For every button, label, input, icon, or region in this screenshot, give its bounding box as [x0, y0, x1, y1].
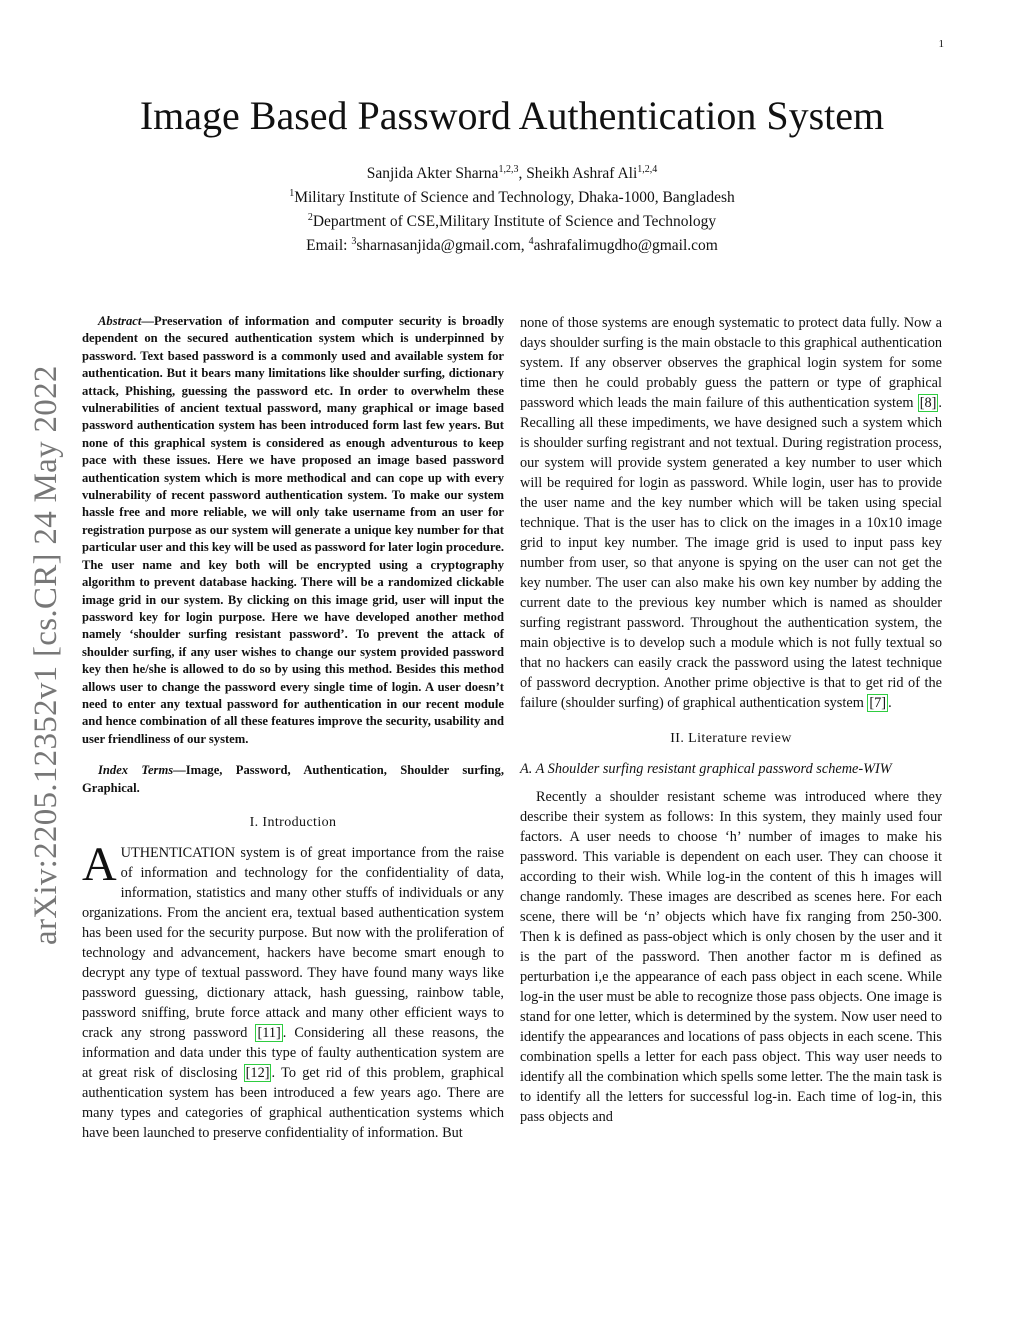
right-column: [520, 313, 942, 1127]
affiliation-1-mark: 1: [289, 188, 295, 200]
introduction-paragraph: [82, 837, 505, 1143]
literature-paragraph: Recently a shoulder resistant scheme was introduced where they describe their system as follows: In this system, they mainly used four factors. A user needs to choose ‘h’ number of images to make his password. This variable is dependent on each user. They can choose it according to their wish. While log-in the content of this h images will change randomly. These images are described as scenes here. For each scene, there will be ‘n’ objects which have fix ranging from 250-300. Then k is defined as pass-object which is only chosen by the user and it is the part of the password. Then another factor m is defined as perturbation i,e the appearance of each pass object in each scene. While log-in the user must be able to recognize those pass objects. One image is stand for one letter, which is determined by the system. Now user need to identify the appearances and locations of pass objects in each scene. This combination spells a letter for each pass object. This way user needs to identify all the combination which spells some letter. The the main task is to identify all the letters for successful log-in. Each time of log-in, this pass objects and: [520, 789, 942, 1125]
email-prefix: Email:: [306, 237, 352, 255]
affiliation-1-text: Military Institute of Science and Technology, Dhaka-1000, Bangladesh: [294, 189, 735, 207]
intro-text-3: . To get rid of this problem, graphical authentication system has been introduced a few years ago. There are many types and categories of graphical authentication systems which have been launched to preserve confidentiality of information. But: [82, 1064, 504, 1141]
arxiv-identifier: arXiv:2205.12352v1 [cs.CR] 24 May 2022: [28, 365, 64, 945]
abstract: [82, 313, 504, 748]
index-terms: [82, 762, 504, 797]
affiliation-2: [0, 208, 1024, 232]
email-line: [0, 232, 1024, 256]
abstract-label: Abstract: [98, 314, 142, 328]
author-block: [0, 160, 1024, 257]
index-terms-label: Index Terms: [98, 763, 174, 778]
author-separator: ,: [518, 165, 527, 183]
author-name-2: Sheikh Ashraf Ali: [526, 165, 638, 183]
intro-text-1: UTHENTICATION system is of great importance from the raise of information and technology for the confidentiality of data, information, statistics and many other stuffs of individuals or any organizations. From the ancient era, textual based authentication system has been used for the security purpose. But now with the proliferation of technology and advancement, hackers have become smart enough to decrypt any type of textual password. They have found many ways like password guessing, dictionary attack, hash guessing, rainbow table, password sniffing, brute force attack and many other efficient ways to crack any strong password: [82, 844, 504, 1041]
citation-link-12[interactable]: [12]: [245, 1064, 270, 1081]
intro-continuation-paragraph: [520, 313, 942, 713]
paper-title: Image Based Password Authentication System: [139, 93, 885, 138]
abstract-text: —Preservation of information and computer security is broadly dependent on the secured authentication system which is underpinned by password. Text based password is a commonly used and available system for authentication. But it bears many limitations like shoulder surfing, dictionary attack, Phishing, guessing the password etc. In order to overwhelm these vulnerabilities of ancient textual password, many graphical or image based password authentication system has been introduced form last few years. But none of this graphical system is considered as enough adventurous to keep pace with these issues. Here we have proposed an image based password authentication system which is more methodical and can cope up with every vulnerability of recent password authentication system. To make our system hassle free and more reliable, we will only take username from an user for registration purpose as our system will generate a unique key number for that particular user and this key will be used as password for later login procedure. The user name and key both will be encrypted using a cryptography algorithm to prevent database hacking. There will be a randomized clickable image grid in our system. By clicking on this image grid, user will input the password key for login purpose. Here we have developed another method namely ‘shoulder surfing resistant password’. To prevent the attack of shoulder surfing, if any user wishes to change our system provided password key then he/she is allowed to do so by using this method. Besides this method allows user to change the password every single time of login. A user doesn’t need to enter any textual password for authentication in our recent module and hence combination of all these features improve the security, usability and user friendliness of our system.: [82, 314, 504, 746]
affiliation-2-mark: 2: [307, 212, 313, 224]
citation-link-8[interactable]: [8]: [919, 395, 937, 411]
section-heading-literature-review: II. Literature review: [670, 731, 792, 746]
citation-link-7[interactable]: [7]: [869, 695, 887, 711]
drop-cap: A: [82, 837, 117, 891]
intro-cont-text-2: . Recalling all these impediments, we have designed such a system which is shoulder surfing registrant and not textual. During registration process, our system will provide system generated a key number to user which will be required for login as password. While login, user has to provide the user name and the key number which will be taken using special technique. That is the user has to click on the images in a 10x10 image grid to input key number. The image grid is used to input pass key number from user, so that anyone is spying on the user can not get the key number. The user can also make his own key number by adding the current date to the previous key number which is named as shoulder surfing registrant password. Throughout the authentication system, the main objective is to develop such a module which is not fully textual so that no hackers can easily crack the password using the latest technique of password decryption. Another prime objective is that to get rid of the failure (shoulder surfing) of graphical authentication system: [520, 395, 942, 711]
citation-link-11[interactable]: [11]: [257, 1024, 281, 1041]
left-column: [82, 313, 504, 1143]
email-1-mark: 3: [351, 236, 357, 248]
email-2-mark: 4: [528, 236, 534, 248]
page-number: 1: [938, 38, 944, 50]
author-names: [0, 160, 1024, 184]
author-2-affiliation-marks: 1,2,4: [637, 164, 658, 175]
email-1: sharnasanjida@gmail.com,: [356, 237, 529, 255]
intro-cont-text-3: .: [888, 695, 892, 711]
affiliation-1: [0, 184, 1024, 208]
author-name-1: Sanjida Akter Sharna: [366, 165, 499, 183]
intro-cont-text-1: none of those systems are enough systematic to protect data fully. Now a days shoulder surfing is the main obstacle to this graphical authentication system. If any observer observes the graphical login system for some time then he could probably guess the pattern or type of graphical password which leads the main failure of this authentication system: [520, 315, 942, 411]
email-2: ashrafalimugdho@gmail.com: [533, 237, 718, 255]
index-terms-text: —Image, Password, Authentication, Shoulder surfing, Graphical.: [82, 763, 504, 795]
intro-text-2: . Considering all these reasons, the information and data under this type of faulty authentication system are at great risk of disclosing: [82, 1024, 505, 1081]
section-heading-introduction: I. Introduction: [249, 814, 337, 830]
subsection-heading-wiw: A. A Shoulder surfing resistant graphical password scheme-WIW: [520, 761, 892, 777]
affiliation-2-text: Department of CSE,Military Institute of Science and Technology: [312, 213, 717, 231]
author-1-affiliation-marks: 1,2,3: [498, 164, 519, 175]
